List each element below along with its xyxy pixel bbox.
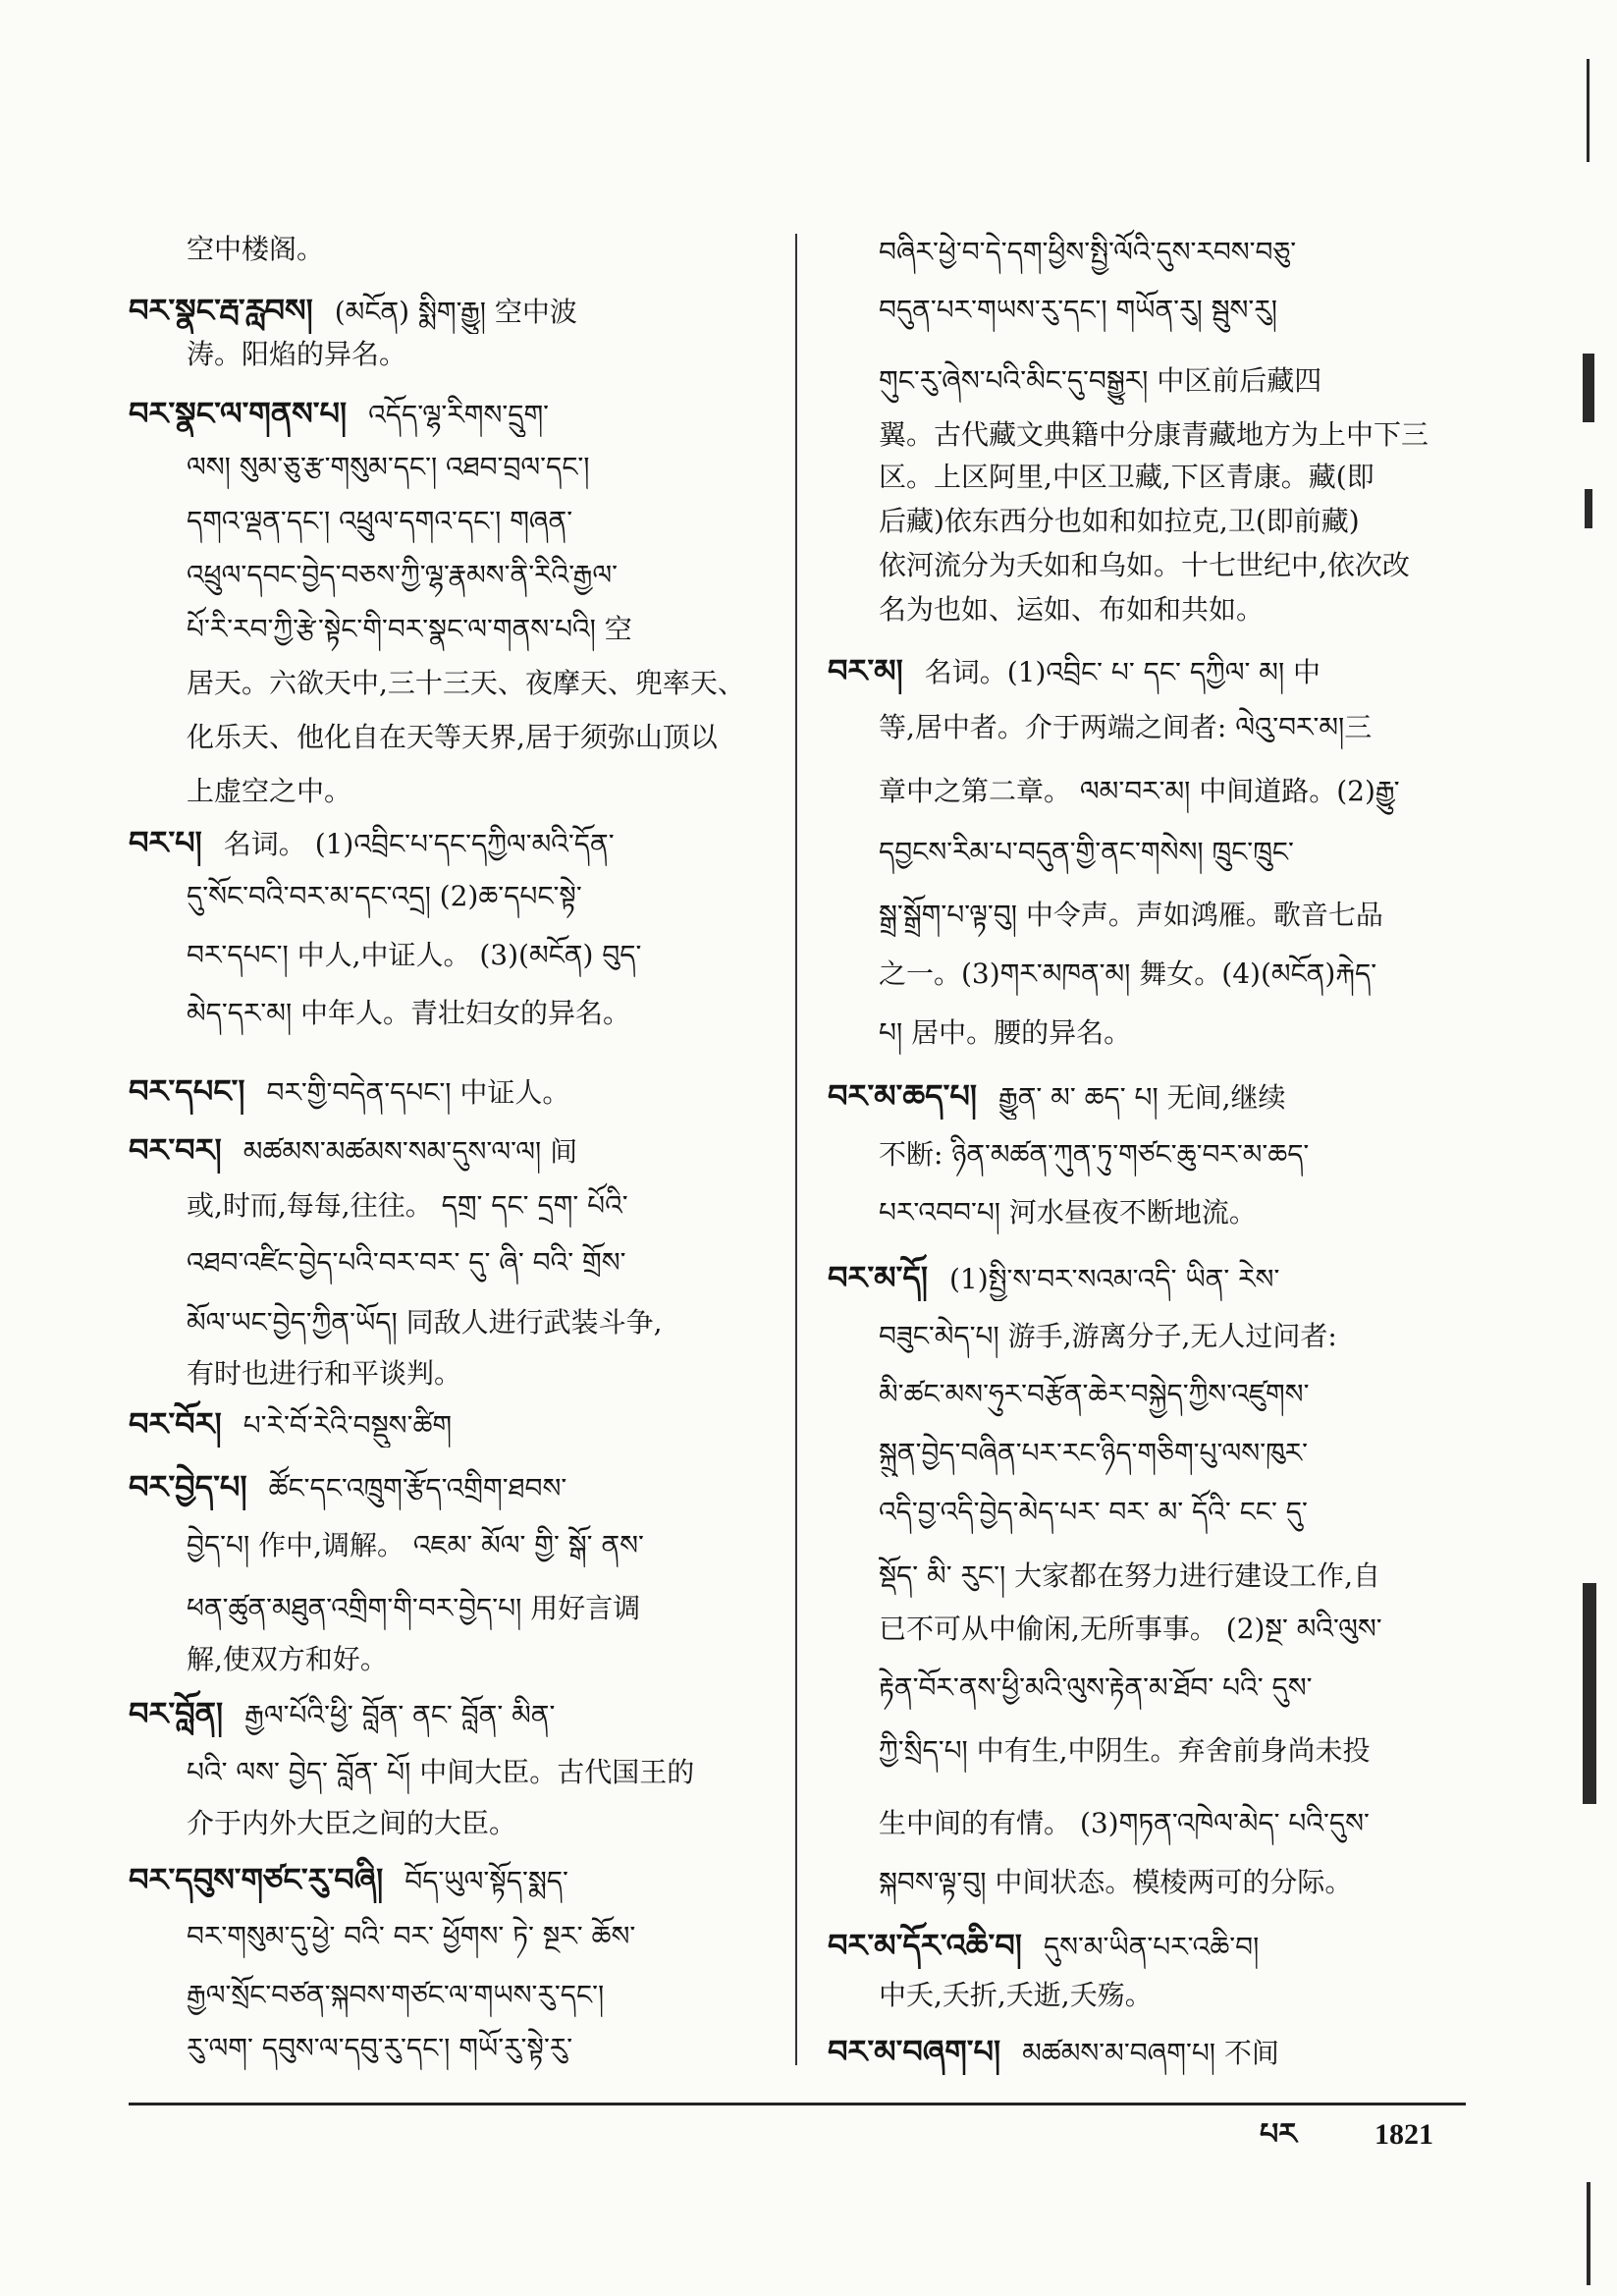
definition-line: འཕྲུལ་དབང་བྱེད་བཅས་ཀྱི་ལྷ་རྣམས་ནི་རིའི་རྒྱལ་	[187, 559, 619, 591]
definition-text: རྒྱལ་པོའི་ཕྱི་ བློན་ ནང་ བློན་ མིན་	[244, 1699, 556, 1731]
headword: བར་བོར།	[129, 1405, 222, 1443]
definition-line: 依河流分为夭如和乌如。十七世纪中,依次改	[879, 549, 1410, 581]
definition-text: འདོད་ལྷ་རིགས་དྲུག་	[368, 399, 550, 431]
entry-first-line	[828, 1922, 1466, 1969]
column-divider	[795, 234, 797, 2065]
definition-line: མོལ་ཡང་བྱེད་ཀྱིན་ཡོད། 同敌人进行武装斗争,	[187, 1306, 663, 1339]
definition-line: སྡོད་ མི་ རུང་། 大家都在努力进行建设工作,自	[879, 1559, 1380, 1592]
headword: བར་བྱེད་པ།	[129, 1468, 247, 1505]
headword: བར་དཔང་།	[129, 1072, 245, 1110]
definition-line: 有时也进行和平谈判。	[187, 1357, 462, 1390]
definition-text: 名词。(1)འབྲིང་ པ་ དང་ དཀྱིལ་ མ། 中	[924, 656, 1321, 688]
entry-first-line	[129, 1067, 777, 1115]
headword: བར་མ་ཆད་པ།	[828, 1077, 978, 1115]
definition-text: མཚམས་མཚམས་སམ་དུས་ལ་ལ། 间	[243, 1135, 578, 1168]
entry-first-line	[828, 1072, 1466, 1120]
definition-line: པོ་རི་རབ་ཀྱི་རྩེ་སྟེང་གི་བར་སྣང་ལ་གནས་པའི། 空	[187, 613, 632, 645]
definition-text: པ་རེ་བོ་རེའི་བསྡུས་ཚིག	[243, 1409, 453, 1442]
definition-line: 后藏)依东西分也如和如拉克,卫(即前藏)	[879, 505, 1360, 537]
definition-line: མེད་དར་མ། 中年人。青壮妇女的异名。	[187, 997, 631, 1029]
entry-first-line	[129, 390, 777, 437]
definition-line: སྒྲ་སྒྲོག་པ་ལྟ་བུ། 中令声。声如鸿雁。歌音七品	[879, 899, 1383, 931]
definition-line: པའི་ ལས་ བྱེད་ བློན་ པོ། 中间大臣。古代国王的	[187, 1756, 695, 1788]
headword: བར་མ་བཞག་པ།	[828, 2033, 1001, 2070]
definition-line: གུང་རུ་ཞེས་པའི་མིང་དུ་བསྒྱུར། 中区前后藏四	[879, 364, 1322, 397]
definition-line: ཀྱི་སྲིད་པ། 中有生,中阴生。弃舍前身尚未投	[879, 1734, 1371, 1767]
entry-first-line	[828, 647, 1466, 694]
definition-line: བཞིར་ཕྱེ་བ་དེ་དག་ཕྱིས་སྤྱི་ལོའི་དུས་རབས་བཅུ་	[879, 236, 1297, 268]
definition-line: 翼。古代藏文典籍中分康青藏地方为上中下三	[879, 418, 1429, 451]
headword: བར་མ་དོ།	[828, 1259, 928, 1296]
definition-text: (1)སྤྱི་ས་བར་སའམ་འདི་ ཡིན་ རེས་	[948, 1263, 1280, 1295]
definition-line: 解,使双方和好。	[187, 1643, 388, 1675]
entry-first-line	[129, 1463, 777, 1510]
entry-first-line	[129, 1400, 777, 1448]
definition-line: 生中间的有情。 (3)གཏན་འཁེལ་མེད་ པའི་དུས་	[879, 1807, 1370, 1839]
definition-line: 上虚空之中。	[187, 775, 352, 807]
definition-line: 名为也如、运如、布如和共如。	[879, 593, 1265, 626]
headword: བར་བར།	[129, 1131, 222, 1169]
headword: བར་སྣང་ལ་གནས་པ།	[129, 395, 348, 432]
definition-line: འདི་བྱ་འདི་བྱེད་མེད་པར་ བར་ མ་ དོའི་ ངང་ དུ་	[879, 1496, 1308, 1528]
definition-line: 或,时而,每每,往往。 དགྲ་ དང་ དྲག་ པོའི་	[187, 1189, 628, 1222]
definition-text: རྒྱུན་ མ་ ཆད་ པ། 无间,继续	[998, 1081, 1286, 1114]
definition-text: མཚམས་མ་བཞག་པ། 不间	[1022, 2037, 1279, 2069]
entry-first-line	[129, 287, 777, 334]
definition-line: 等,居中者。介于两端之间者: ལེའུ་བར་མ།三	[879, 711, 1373, 743]
definition-line: དགའ་ལྡན་དང་། འཕྲུལ་དགའ་དང་། གཞན་	[187, 505, 573, 537]
definition-line: དུ་སོང་བའི་བར་མ་དང་འདྲ། (2)ཆ་དཔང་སྟེ་	[187, 880, 582, 912]
definition-line: 化乐天、他化自在天等天界,居于须弥山顶以	[187, 721, 718, 753]
definition-line: པར་འབབ་པ། 河水昼夜不断地流。	[879, 1196, 1257, 1229]
definition-line: 章中之第二章。 ལམ་བར་མ། 中间道路。(2)རྒྱུ་	[879, 775, 1400, 807]
definition-text: བར་གྱི་བདེན་དཔང་། 中证人。	[266, 1076, 570, 1109]
definition-line: རྒྱལ་སྲོང་བཙན་སྐབས་གཙང་ལ་གཡས་རུ་དང་།	[187, 1979, 605, 2011]
headword: བར་མ་དོར་འཆི་བ།	[828, 1927, 1022, 1964]
definition-line: 空中楼阁。	[187, 233, 325, 265]
page-number: 1821	[1374, 2118, 1433, 2151]
definition-line: རྟེན་བོར་ནས་ཕྱི་མའི་ལུས་རྟེན་མ་ཐོབ་ པའི་ དུས་	[879, 1671, 1313, 1704]
scan-edge-mark	[1587, 2182, 1590, 2285]
definition-line: སྐབས་ལྟ་བུ། 中间状态。模棱两可的分际。	[879, 1866, 1353, 1898]
definition-line: བར་དཔང་། 中人,中证人。 (3)(མངོན) བུད་	[187, 939, 642, 971]
definition-line: ལས། སུམ་ཅུ་རྩ་གསུམ་དང་། འཐབ་བྲལ་དང་།	[187, 451, 590, 483]
entry-first-line	[129, 1690, 777, 1737]
scan-edge-mark	[1587, 59, 1590, 162]
definition-line: པ། 居中。腰的异名。	[879, 1016, 1132, 1049]
definition-text: བོད་ཡུལ་སྟོད་སྨད་	[404, 1865, 568, 1897]
definition-line: 介于内外大臣之间的大臣。	[187, 1807, 517, 1839]
definition-line: 居天。六欲天中,三十三天、夜摩天、兜率天、	[187, 667, 745, 699]
scan-edge-mark	[1583, 1583, 1596, 1804]
headword: བར་དབུས་གཙང་རུ་བཞི།	[129, 1861, 384, 1898]
definition-line: བར་གསུམ་དུ་ཕྱེ་ བའི་ བར་ ཕྱོགས་ ཏེ་ སྔར་ ཆོས་	[187, 1920, 636, 1952]
definition-text: དུས་མ་ཡིན་པར་འཆི་བ།	[1043, 1931, 1260, 1963]
scan-edge-mark	[1585, 489, 1592, 528]
definition-line: བཟུང་མེད་པ། 游手,游离分子,无人过问者:	[879, 1320, 1337, 1352]
definition-line: 之一。(3)གར་མཁན་མ། 舞女。(4)(མངོན)རྐེད་	[879, 957, 1377, 990]
definition-text: 名词。 (1)འབྲིང་པ་དང་དཀྱིལ་མའི་དོན་	[223, 828, 615, 860]
definition-text: (མངོན) སྨིག་རྒྱུ། 空中波	[334, 296, 577, 328]
definition-line: 区。上区阿里,中区卫藏,下区青康。藏(即	[879, 461, 1374, 493]
footer-rule	[129, 2103, 1466, 2105]
definition-line: 不断: ཉིན་མཚན་ཀུན་ཏུ་གཙང་ཆུ་བར་མ་ཆད་	[879, 1138, 1310, 1171]
headword: བར་པ།	[129, 824, 202, 861]
definition-line: བྱེད་པ། 作中,调解。 འཇམ་ མོལ་ གྱི་ སྒོ་ ནས་	[187, 1529, 644, 1561]
entry-first-line	[129, 819, 777, 866]
definition-line: 涛。阳焰的异名。	[187, 338, 407, 370]
scan-edge-mark	[1583, 354, 1594, 422]
definition-line: འཐབ་འཛིང་བྱེད་པའི་བར་བར་ དུ་ ཞི་ བའི་ གྲོས་	[187, 1246, 626, 1279]
definition-line: རུ་ལག་ དབུས་ལ་དབུ་རུ་དང་། གཡོ་རུ་སྟེ་རུ་	[187, 2032, 573, 2064]
footer-section-label: པར	[1260, 2117, 1297, 2152]
headword: བར་སྣང་རྦ་རླབས།	[129, 292, 313, 329]
headword: བར་བློན།	[129, 1695, 224, 1732]
definition-line: 中夭,夭折,夭逝,夭殇。	[879, 1979, 1153, 2011]
entry-first-line	[828, 2028, 1466, 2075]
entry-first-line	[828, 1254, 1466, 1301]
entry-first-line	[129, 1856, 777, 1903]
definition-line: མི་ཚང་མས་ཧུར་བརྩོན་ཆེར་བསྐྱེད་ཀྱིས་འཛུགས་	[879, 1378, 1310, 1410]
definition-line: དབྱངས་རིམ་པ་བདུན་གྱི་ནང་གསེས། ཁྲུང་ཁྲུང་	[879, 836, 1294, 868]
definition-line: ཕན་ཚུན་མཐུན་འགྲིག་གི་བར་བྱེད་པ། 用好言调	[187, 1592, 641, 1624]
definition-line: བདུན་པར་གཡས་རུ་དང་། གཡོན་རུ། སྦུས་རུ།	[879, 294, 1277, 326]
headword: བར་མ།	[828, 652, 903, 689]
entry-first-line	[129, 1126, 777, 1174]
definition-line: 已不可从中偷闲,无所事事。 (2)སྔ་ མའི་ལུས་	[879, 1613, 1382, 1645]
definition-text: ཚོང་དང་འཁྲུག་རྩོད་འགྲིག་ཐབས་	[268, 1472, 567, 1504]
definition-line: སྐྲུན་བྱེད་བཞིན་པར་རང་ཉིད་གཅིག་པུ་ལས་ཁུར་	[879, 1437, 1308, 1469]
